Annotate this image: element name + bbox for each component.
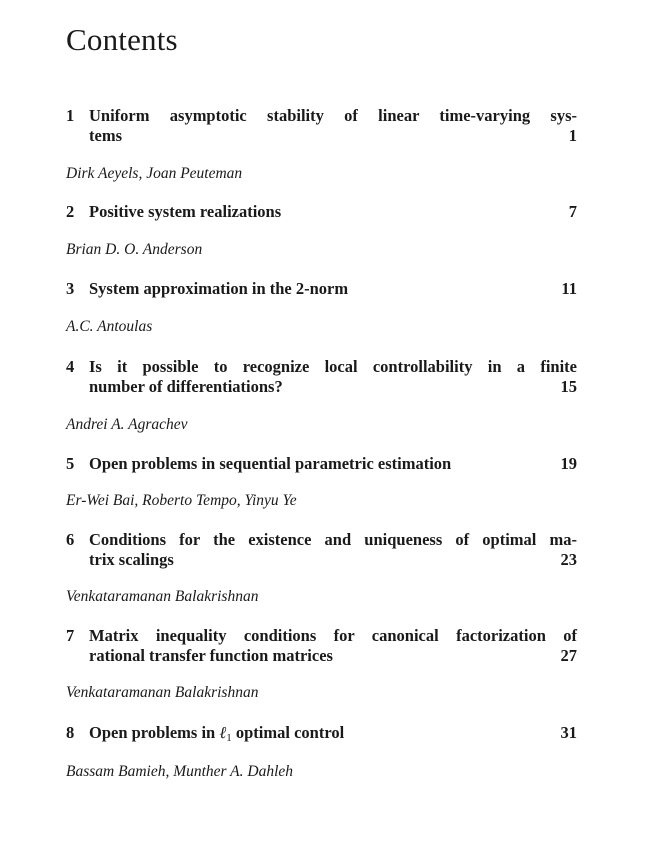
- entry-title[interactable]: [66, 454, 577, 474]
- entry-title-line-2: trix scalings: [89, 550, 174, 569]
- entry-page-number: 11: [561, 279, 577, 298]
- entry-title[interactable]: [66, 530, 577, 570]
- entry-authors: Bassam Bamieh, Munther A. Dahleh: [66, 763, 294, 780]
- entry-title-line-1: Matrix inequality conditions for canonical factorization of: [89, 626, 577, 645]
- entry-number: 5: [66, 454, 75, 473]
- entry-number: 1: [66, 106, 75, 125]
- entry-page-number: 19: [560, 454, 577, 473]
- ell-subscript: 1: [226, 732, 232, 744]
- entry-authors: Er-Wei Bai, Roberto Tempo, Yinyu Ye: [66, 492, 297, 509]
- page-title: Contents: [66, 22, 178, 57]
- entry-page-number: 7: [568, 202, 577, 221]
- toc-entry-3[interactable]: [66, 279, 577, 299]
- toc-entry-1[interactable]: [66, 106, 577, 146]
- entry-title-line-2: tems: [89, 126, 122, 145]
- entry-title-suffix: optimal control: [231, 723, 345, 742]
- entry-number: 8: [66, 723, 75, 742]
- entry-authors: A.C. Antoulas: [66, 318, 153, 335]
- ell-symbol: ℓ: [219, 723, 227, 742]
- toc-entry-2[interactable]: [66, 202, 577, 222]
- entry-page-number: 27: [560, 646, 577, 665]
- entry-title-line-1: [66, 723, 577, 748]
- entry-title[interactable]: [66, 106, 577, 146]
- entry-title-line-2: number of differentiations?: [89, 377, 283, 396]
- entry-title-line-1: System approximation in the 2-norm: [89, 279, 349, 298]
- toc-entry-5[interactable]: [66, 454, 577, 474]
- entry-page-number: 15: [560, 377, 577, 396]
- entry-title-line-1: Open problems in sequential parametric estimation: [89, 454, 452, 473]
- entry-authors: Brian D. O. Anderson: [66, 241, 203, 258]
- entry-number: 3: [66, 279, 75, 298]
- entry-title[interactable]: [66, 279, 577, 299]
- entry-title[interactable]: [66, 357, 577, 397]
- entry-authors: Andrei A. Agrachev: [66, 416, 188, 433]
- entry-title-line-2: rational transfer function matrices: [89, 646, 333, 665]
- entry-title[interactable]: [66, 626, 577, 666]
- entry-title-prefix: Open problems in: [89, 723, 220, 742]
- entry-page-number: 23: [560, 550, 577, 569]
- entry-title-line-1: Conditions for the existence and uniqueness of optimal ma-: [89, 530, 577, 549]
- toc-entry-4[interactable]: [66, 357, 577, 397]
- entry-title-line-1: Positive system realizations: [89, 202, 282, 221]
- entry-authors: Dirk Aeyels, Joan Peuteman: [66, 165, 243, 182]
- toc-entry-7[interactable]: [66, 626, 577, 666]
- entry-page-number: 31: [560, 723, 577, 742]
- entry-number: 2: [66, 202, 75, 221]
- entry-number: 6: [66, 530, 75, 549]
- toc-entry-6[interactable]: [66, 530, 577, 570]
- entry-number: 7: [66, 626, 75, 645]
- entry-title[interactable]: [66, 202, 577, 222]
- toc-entry-8[interactable]: [66, 723, 577, 748]
- entry-title-line-1: Uniform asymptotic stability of linear time-varying sys-: [89, 106, 577, 125]
- entry-authors: Venkataramanan Balakrishnan: [66, 684, 259, 701]
- entry-number: 4: [66, 357, 75, 376]
- entry-title[interactable]: [66, 723, 577, 748]
- entry-authors: Venkataramanan Balakrishnan: [66, 588, 259, 605]
- entry-title-line-1: Is it possible to recognize local controllability in a finite: [89, 357, 577, 376]
- entry-page-number: 1: [568, 126, 577, 145]
